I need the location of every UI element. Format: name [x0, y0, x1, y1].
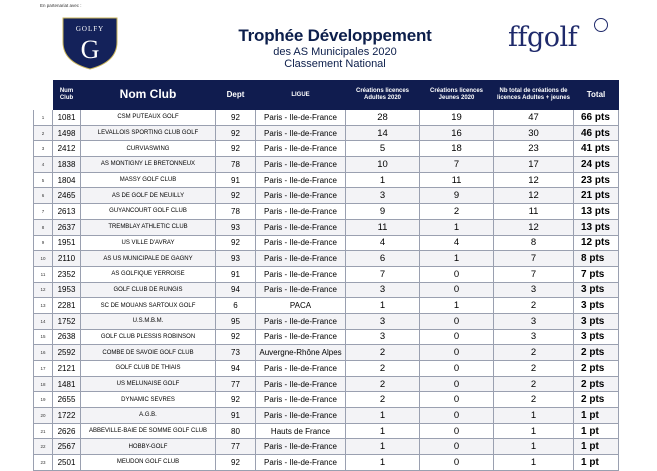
cell-ligue: Paris - Ile-de-France [256, 361, 346, 377]
cell-ligue: Paris - Ile-de-France [256, 204, 346, 220]
cell-dept: 92 [216, 392, 256, 408]
cell-total [574, 282, 619, 298]
row-index: 12 [34, 282, 53, 298]
table-row [34, 125, 619, 141]
col-num-club: Num Club [53, 81, 81, 110]
cell-jeunes: 0 [420, 266, 494, 282]
cell-num-club: 1953 [53, 282, 81, 298]
total-unit: pts [594, 190, 610, 202]
total-value: 2 [581, 347, 587, 359]
cell-total-creations: 2 [494, 298, 574, 314]
cell-jeunes: 0 [420, 345, 494, 361]
cell-jeunes: 2 [420, 204, 494, 220]
cell-nom-club: HOBBY-GOLF [81, 439, 216, 455]
col-ligue: LIGUE [256, 81, 346, 110]
total-value: 13 [581, 221, 593, 233]
cell-nom-club: AS MONTIGNY LE BRETONNEUX [81, 157, 216, 173]
cell-adultes: 3 [346, 188, 420, 204]
cell-nom-club: SC DE MOUANS SARTOUX GOLF [81, 298, 216, 314]
cell-nom-club: US MELUNAISE GOLF [81, 376, 216, 392]
total-value: 41 [581, 143, 593, 155]
cell-total-creations: 17 [494, 157, 574, 173]
cell-adultes: 3 [346, 313, 420, 329]
cell-adultes: 14 [346, 125, 420, 141]
cell-total-creations: 1 [494, 455, 574, 471]
cell-nom-club: CURVIASWING [81, 141, 216, 157]
cell-total [574, 251, 619, 267]
table-row [34, 455, 619, 471]
cell-adultes: 10 [346, 157, 420, 173]
table-row [34, 298, 619, 314]
cell-num-club: 2465 [53, 188, 81, 204]
row-index: 23 [34, 455, 53, 471]
cell-nom-club: COMBE DE SAVOIE GOLF CLUB [81, 345, 216, 361]
cell-num-club: 1481 [53, 376, 81, 392]
cell-total [574, 408, 619, 424]
total-unit: pts [589, 331, 605, 343]
cell-jeunes: 1 [420, 251, 494, 267]
col-nom-club: Nom Club [81, 81, 216, 110]
svg-text:GOLFY: GOLFY [75, 25, 105, 33]
total-unit: pt [589, 425, 599, 437]
table-row [34, 188, 619, 204]
col-index [34, 81, 53, 110]
cell-nom-club: GUYANCOURT GOLF CLUB [81, 204, 216, 220]
cell-total [574, 439, 619, 455]
cell-adultes: 1 [346, 439, 420, 455]
cell-total [574, 376, 619, 392]
cell-dept: 91 [216, 172, 256, 188]
total-value: 13 [581, 205, 593, 217]
cell-dept: 94 [216, 282, 256, 298]
table-row [34, 439, 619, 455]
cell-total [574, 298, 619, 314]
table-row [34, 313, 619, 329]
cell-ligue: Paris - Ile-de-France [256, 235, 346, 251]
cell-ligue: Paris - Ile-de-France [256, 329, 346, 345]
cell-nom-club: GOLF CLUB DE THIAIS [81, 361, 216, 377]
cell-dept: 78 [216, 204, 256, 220]
cell-ligue: Paris - Ile-de-France [256, 455, 346, 471]
cell-adultes: 28 [346, 110, 420, 126]
table-row [34, 423, 619, 439]
cell-ligue: Paris - Ile-de-France [256, 125, 346, 141]
total-unit: pts [594, 158, 610, 170]
cell-total-creations: 30 [494, 125, 574, 141]
table-row [34, 172, 619, 188]
cell-total [574, 361, 619, 377]
total-value: 23 [581, 174, 593, 186]
cell-total-creations: 8 [494, 235, 574, 251]
cell-total-creations: 12 [494, 172, 574, 188]
total-unit: pts [594, 143, 610, 155]
cell-ligue: Paris - Ile-de-France [256, 313, 346, 329]
cell-jeunes: 0 [420, 408, 494, 424]
cell-jeunes: 0 [420, 423, 494, 439]
cell-total [574, 172, 619, 188]
cell-ligue: Paris - Ile-de-France [256, 251, 346, 267]
cell-total-creations: 2 [494, 361, 574, 377]
cell-jeunes: 11 [420, 172, 494, 188]
col-total: Total [574, 81, 619, 110]
cell-nom-club: TREMBLAY ATHLETIC CLUB [81, 219, 216, 235]
total-value: 21 [581, 190, 593, 202]
row-index: 17 [34, 361, 53, 377]
cell-jeunes: 0 [420, 282, 494, 298]
cell-dept: 93 [216, 251, 256, 267]
cell-total [574, 141, 619, 157]
cell-dept: 78 [216, 157, 256, 173]
cell-adultes: 7 [346, 266, 420, 282]
cell-adultes: 6 [346, 251, 420, 267]
col-adultes: Créations licences Adultes 2020 [346, 81, 420, 110]
cell-nom-club: AS US MUNICIPALE DE GAGNY [81, 251, 216, 267]
total-value: 2 [581, 394, 587, 406]
col-dept: Dept [216, 81, 256, 110]
cell-num-club: 2281 [53, 298, 81, 314]
total-unit: pts [594, 174, 610, 186]
cell-total [574, 125, 619, 141]
cell-total [574, 345, 619, 361]
total-unit: pts [589, 378, 605, 390]
total-unit: pt [589, 456, 599, 468]
cell-adultes: 1 [346, 298, 420, 314]
cell-total-creations: 1 [494, 423, 574, 439]
total-unit: pts [594, 111, 610, 123]
cell-total-creations: 2 [494, 392, 574, 408]
row-index: 6 [34, 188, 53, 204]
table-row [34, 141, 619, 157]
cell-total [574, 455, 619, 471]
cell-jeunes: 0 [420, 392, 494, 408]
cell-total-creations: 2 [494, 376, 574, 392]
cell-jeunes: 7 [420, 157, 494, 173]
cell-adultes: 11 [346, 219, 420, 235]
cell-total [574, 219, 619, 235]
cell-adultes: 1 [346, 408, 420, 424]
row-index: 5 [34, 172, 53, 188]
cell-num-club: 2352 [53, 266, 81, 282]
row-index: 22 [34, 439, 53, 455]
row-index: 2 [34, 125, 53, 141]
cell-total-creations: 2 [494, 345, 574, 361]
page-subtitle-2: Classement National [284, 58, 386, 70]
cell-dept: 92 [216, 235, 256, 251]
row-index: 21 [34, 423, 53, 439]
cell-total [574, 266, 619, 282]
total-unit: pts [589, 394, 605, 406]
total-value: 3 [581, 315, 587, 327]
cell-num-club: 1752 [53, 313, 81, 329]
cell-ligue: Paris - Ile-de-France [256, 219, 346, 235]
total-unit: pts [589, 253, 605, 265]
cell-ligue: Paris - Ile-de-France [256, 157, 346, 173]
cell-total [574, 313, 619, 329]
cell-num-club: 2567 [53, 439, 81, 455]
cell-dept: 92 [216, 188, 256, 204]
cell-jeunes: 0 [420, 361, 494, 377]
cell-num-club: 1804 [53, 172, 81, 188]
total-value: 3 [581, 300, 587, 312]
cell-adultes: 9 [346, 204, 420, 220]
page-title: Trophée Développement [238, 26, 432, 45]
ffgolf-mark-icon [594, 18, 608, 32]
table-row [34, 361, 619, 377]
cell-nom-club: GOLF CLUB DE RUNGIS [81, 282, 216, 298]
cell-dept: 92 [216, 110, 256, 126]
total-unit: pts [589, 347, 605, 359]
total-unit: pts [589, 300, 605, 312]
total-value: 1 [581, 456, 587, 468]
cell-ligue: Paris - Ile-de-France [256, 172, 346, 188]
cell-total-creations: 1 [494, 439, 574, 455]
table-row [34, 376, 619, 392]
cell-total [574, 110, 619, 126]
cell-nom-club: ABBEVILLE-BAIE DE SOMME GOLF CLUB [81, 423, 216, 439]
total-value: 7 [581, 268, 587, 280]
cell-num-club: 2655 [53, 392, 81, 408]
total-value: 1 [581, 409, 587, 421]
table-row [34, 266, 619, 282]
golfy-logo [55, 12, 125, 70]
table-row [34, 235, 619, 251]
cell-adultes: 2 [346, 361, 420, 377]
cell-jeunes: 0 [420, 329, 494, 345]
table-row [34, 157, 619, 173]
cell-dept: 6 [216, 298, 256, 314]
ffgolf-logo-text: ffgolf [508, 22, 578, 53]
cell-dept: 73 [216, 345, 256, 361]
row-index: 14 [34, 313, 53, 329]
cell-adultes: 1 [346, 423, 420, 439]
table-row [34, 392, 619, 408]
cell-num-club: 2637 [53, 219, 81, 235]
total-value: 3 [581, 284, 587, 296]
total-value: 46 [581, 127, 593, 139]
cell-ligue: Paris - Ile-de-France [256, 282, 346, 298]
cell-ligue: Hauts de France [256, 423, 346, 439]
cell-jeunes: 16 [420, 125, 494, 141]
cell-ligue: Paris - Ile-de-France [256, 141, 346, 157]
cell-nom-club: A.G.B. [81, 408, 216, 424]
total-value: 2 [581, 378, 587, 390]
cell-dept: 91 [216, 408, 256, 424]
page-subtitle: des AS Municipales 2020 [273, 46, 397, 58]
cell-dept: 92 [216, 329, 256, 345]
row-index: 16 [34, 345, 53, 361]
total-value: 3 [581, 331, 587, 343]
cell-total [574, 329, 619, 345]
cell-dept: 92 [216, 125, 256, 141]
total-unit: pts [594, 205, 610, 217]
cell-total [574, 423, 619, 439]
cell-total [574, 188, 619, 204]
total-unit: pts [594, 221, 610, 233]
cell-dept: 80 [216, 423, 256, 439]
cell-num-club: 1838 [53, 157, 81, 173]
cell-num-club: 2592 [53, 345, 81, 361]
total-unit: pts [594, 127, 610, 139]
cell-ligue: Auvergne-Rhône Alpes [256, 345, 346, 361]
cell-ligue: PACA [256, 298, 346, 314]
row-index: 13 [34, 298, 53, 314]
total-unit: pts [589, 284, 605, 296]
cell-nom-club: AS DE GOLF DE NEUILLY [81, 188, 216, 204]
cell-num-club: 1951 [53, 235, 81, 251]
cell-total [574, 157, 619, 173]
col-jeunes: Créations licences Jeunes 2020 [420, 81, 494, 110]
cell-num-club: 2626 [53, 423, 81, 439]
table-body [34, 110, 619, 471]
total-value: 12 [581, 237, 593, 249]
cell-adultes: 3 [346, 282, 420, 298]
col-total-creations: Nb total de créations de licences Adultes + jeunes [494, 81, 574, 110]
total-unit: pt [589, 441, 599, 453]
cell-dept: 92 [216, 141, 256, 157]
cell-ligue: Paris - Ile-de-France [256, 376, 346, 392]
cell-total-creations: 12 [494, 188, 574, 204]
cell-jeunes: 19 [420, 110, 494, 126]
cell-nom-club: GOLF CLUB PLESSIS ROBINSON [81, 329, 216, 345]
cell-jeunes: 0 [420, 455, 494, 471]
row-index: 19 [34, 392, 53, 408]
row-index: 9 [34, 235, 53, 251]
row-index: 4 [34, 157, 53, 173]
table-row [34, 345, 619, 361]
partner-label: En partenariat avec : [40, 3, 82, 8]
cell-num-club: 2638 [53, 329, 81, 345]
cell-dept: 77 [216, 376, 256, 392]
cell-total [574, 204, 619, 220]
cell-adultes: 3 [346, 329, 420, 345]
cell-ligue: Paris - Ile-de-France [256, 110, 346, 126]
total-unit: pts [589, 268, 605, 280]
cell-total-creations: 3 [494, 313, 574, 329]
cell-total-creations: 1 [494, 408, 574, 424]
cell-adultes: 2 [346, 345, 420, 361]
cell-jeunes: 4 [420, 235, 494, 251]
table-row [34, 204, 619, 220]
cell-adultes: 1 [346, 172, 420, 188]
total-value: 24 [581, 158, 593, 170]
cell-num-club: 2501 [53, 455, 81, 471]
cell-num-club: 1722 [53, 408, 81, 424]
cell-ligue: Paris - Ile-de-France [256, 266, 346, 282]
table-row [34, 408, 619, 424]
total-value: 66 [581, 111, 593, 123]
cell-adultes: 5 [346, 141, 420, 157]
cell-nom-club: AS GOLFIQUE YERROISE [81, 266, 216, 282]
cell-dept: 95 [216, 313, 256, 329]
cell-jeunes: 0 [420, 376, 494, 392]
cell-dept: 93 [216, 219, 256, 235]
cell-adultes: 1 [346, 455, 420, 471]
total-unit: pts [594, 237, 610, 249]
cell-num-club: 2121 [53, 361, 81, 377]
cell-jeunes: 0 [420, 439, 494, 455]
total-value: 1 [581, 441, 587, 453]
cell-nom-club: US VILLE D'AVRAY [81, 235, 216, 251]
cell-total-creations: 11 [494, 204, 574, 220]
title-block [190, 26, 480, 70]
row-index: 11 [34, 266, 53, 282]
cell-adultes: 2 [346, 376, 420, 392]
table-row [34, 251, 619, 267]
cell-nom-club: MEUDON GOLF CLUB [81, 455, 216, 471]
cell-jeunes: 1 [420, 219, 494, 235]
cell-nom-club: LEVALLOIS SPORTING CLUB GOLF [81, 125, 216, 141]
cell-total-creations: 12 [494, 219, 574, 235]
cell-num-club: 1498 [53, 125, 81, 141]
cell-adultes: 4 [346, 235, 420, 251]
total-unit: pt [589, 409, 599, 421]
total-value: 1 [581, 425, 587, 437]
row-index: 3 [34, 141, 53, 157]
cell-num-club: 2613 [53, 204, 81, 220]
cell-jeunes: 9 [420, 188, 494, 204]
cell-ligue: Paris - Ile-de-France [256, 188, 346, 204]
ranking-table [33, 80, 619, 471]
row-index: 18 [34, 376, 53, 392]
row-index: 1 [34, 110, 53, 126]
cell-ligue: Paris - Ile-de-France [256, 439, 346, 455]
cell-total [574, 235, 619, 251]
cell-dept: 77 [216, 439, 256, 455]
cell-total-creations: 3 [494, 329, 574, 345]
cell-dept: 91 [216, 266, 256, 282]
cell-total [574, 392, 619, 408]
row-index: 10 [34, 251, 53, 267]
cell-total-creations: 7 [494, 266, 574, 282]
row-index: 8 [34, 219, 53, 235]
cell-nom-club: CSM PUTEAUX GOLF [81, 110, 216, 126]
total-unit: pts [589, 315, 605, 327]
cell-num-club: 1081 [53, 110, 81, 126]
ffgolf-logo [508, 22, 577, 53]
cell-jeunes: 1 [420, 298, 494, 314]
cell-total-creations: 23 [494, 141, 574, 157]
total-value: 2 [581, 362, 587, 374]
svg-text:G: G [80, 35, 100, 64]
cell-jeunes: 0 [420, 313, 494, 329]
table-row [34, 219, 619, 235]
row-index: 15 [34, 329, 53, 345]
cell-total-creations: 7 [494, 251, 574, 267]
table-header-row [34, 81, 619, 110]
cell-total-creations: 3 [494, 282, 574, 298]
total-value: 8 [581, 253, 587, 265]
table-row [34, 282, 619, 298]
cell-num-club: 2412 [53, 141, 81, 157]
cell-num-club: 2110 [53, 251, 81, 267]
row-index: 20 [34, 408, 53, 424]
cell-nom-club: DYNAMIC SEVRES [81, 392, 216, 408]
cell-adultes: 2 [346, 392, 420, 408]
row-index: 7 [34, 204, 53, 220]
cell-nom-club: MASSY GOLF CLUB [81, 172, 216, 188]
cell-dept: 92 [216, 455, 256, 471]
table-row [34, 110, 619, 126]
table-row [34, 329, 619, 345]
cell-ligue: Paris - Ile-de-France [256, 392, 346, 408]
cell-ligue: Paris - Ile-de-France [256, 408, 346, 424]
cell-total-creations: 47 [494, 110, 574, 126]
cell-dept: 94 [216, 361, 256, 377]
total-unit: pts [589, 362, 605, 374]
cell-jeunes: 18 [420, 141, 494, 157]
cell-nom-club: U.S.M.B.M. [81, 313, 216, 329]
